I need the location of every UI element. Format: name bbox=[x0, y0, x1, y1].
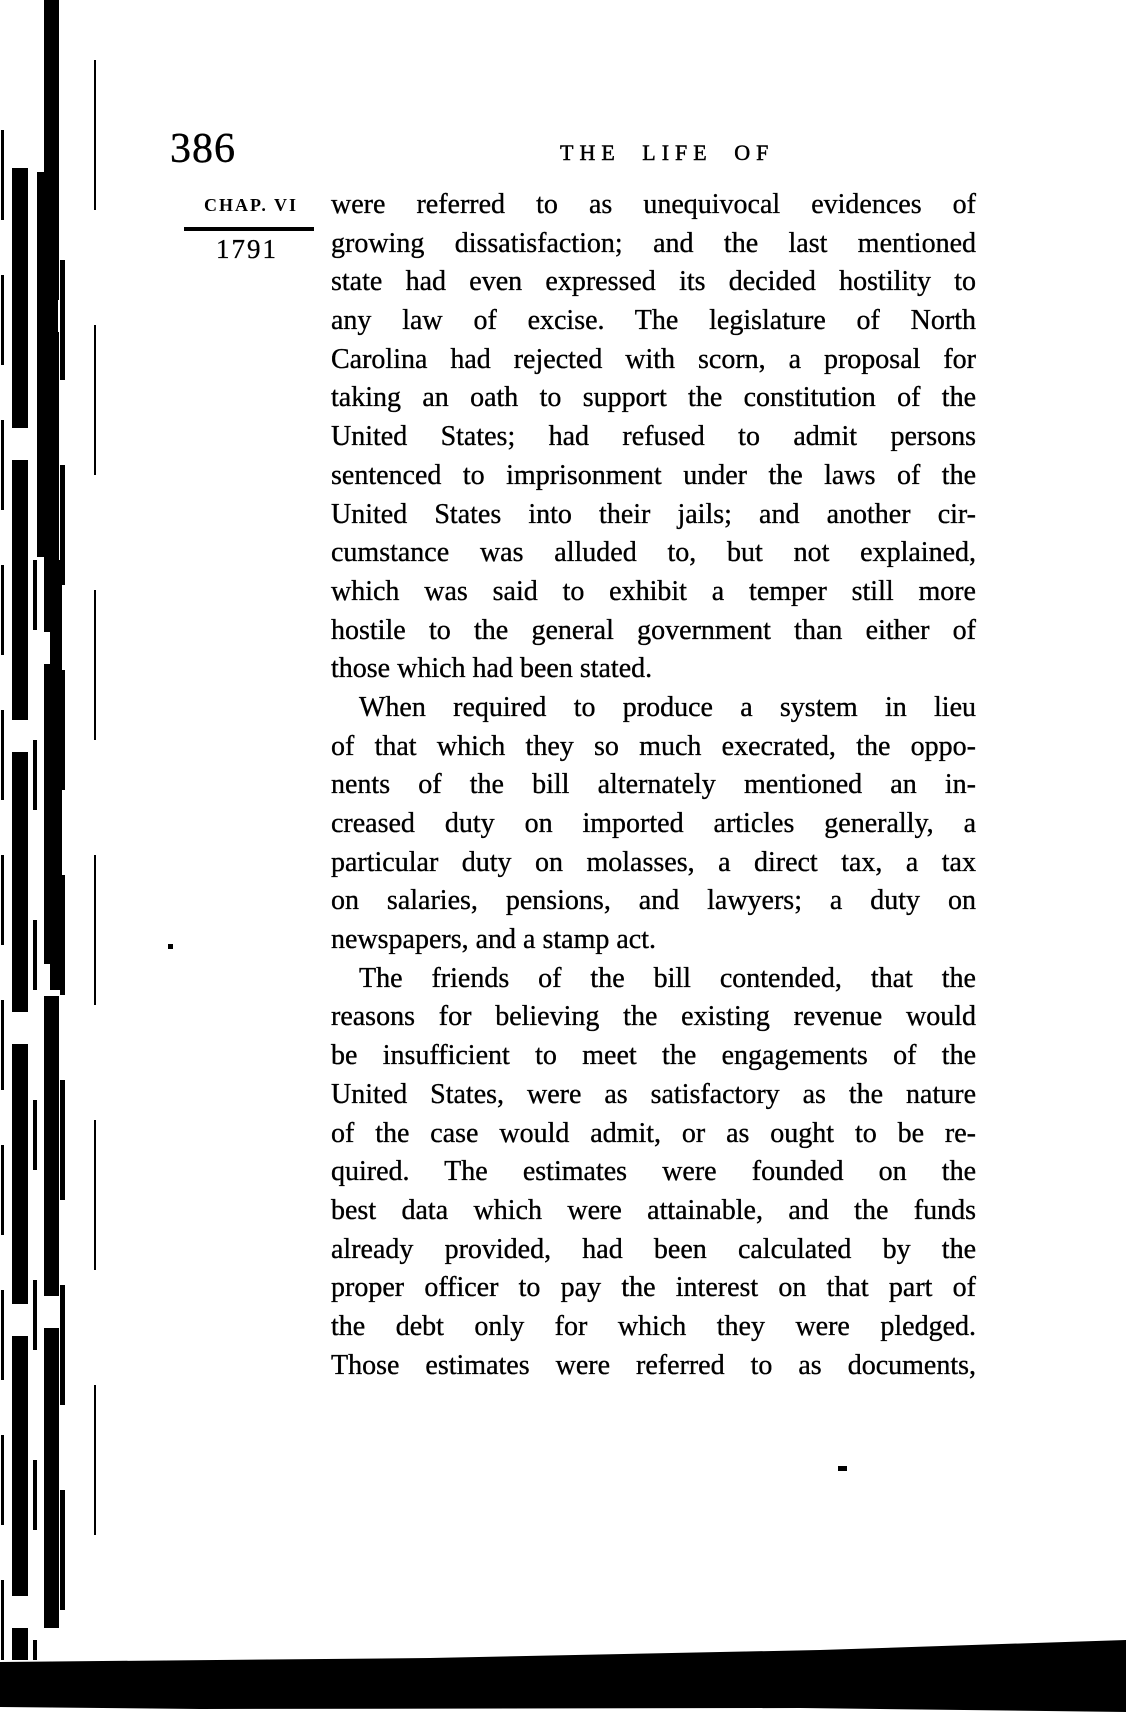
text-line: of that which they so much execrated, the oppo- bbox=[331, 730, 976, 762]
text-line: be insufficient to meet the engagements of the bbox=[331, 1040, 976, 1072]
text-line: were referred to as unequivocal evidences of bbox=[331, 189, 976, 220]
text-line: already provided, had been calculated by the bbox=[331, 1233, 976, 1265]
scan-artifact-left-streak bbox=[94, 60, 96, 1620]
text-line: creased duty on imported articles generally, a bbox=[331, 808, 976, 839]
text-line: reasons for believing the existing revenue would bbox=[331, 1001, 976, 1033]
page-number: 386 bbox=[170, 126, 236, 172]
year-margin-label: 1791 bbox=[216, 234, 278, 264]
text-line: cumstance was alluded to, but not explained, bbox=[331, 537, 976, 569]
body-text-block bbox=[331, 186, 976, 1385]
text-line: hostile to the general government than either of bbox=[331, 614, 976, 646]
text-line: best data which were attainable, and the funds bbox=[331, 1194, 976, 1226]
text-line paragraph-start: When required to produce a system in lieu bbox=[359, 691, 976, 723]
scan-artifact-left-streak bbox=[1, 130, 4, 1660]
running-header: THE LIFE OF bbox=[560, 140, 775, 165]
text-line: on salaries, pensions, and lawyers; a duty on bbox=[331, 885, 976, 917]
chapter-margin-label: CHAP. VI bbox=[204, 195, 299, 215]
scan-artifact-speck bbox=[168, 944, 173, 949]
text-line: sentenced to imprisonment under the laws of the bbox=[331, 459, 976, 491]
text-line: the debt only for which they were pledged. bbox=[331, 1310, 976, 1342]
scan-artifact-ink-blob bbox=[50, 560, 62, 990]
text-line: growing dissatisfaction; and the last mentioned bbox=[331, 227, 976, 259]
text-line: United States into their jails; and another cir- bbox=[331, 498, 976, 530]
text-line: taking an oath to support the constitution of the bbox=[331, 382, 976, 414]
text-line: United States; had refused to admit persons bbox=[331, 421, 976, 453]
scan-artifact-speck bbox=[838, 1466, 847, 1471]
text-line: nents of the bill alternately mentioned an in- bbox=[331, 769, 976, 801]
text-line: proper officer to pay the interest on that part of bbox=[331, 1272, 976, 1304]
text-line: state had even expressed its decided hostility to bbox=[331, 266, 976, 298]
text-line: Carolina had rejected with scorn, a proposal for bbox=[331, 343, 976, 375]
text-line: quired. The estimates were founded on the bbox=[331, 1156, 976, 1188]
scan-artifact-left-streak bbox=[12, 168, 28, 1660]
text-line: Those estimates were referred to as documents, bbox=[331, 1349, 976, 1381]
scan-artifact-ink-blob bbox=[37, 172, 58, 557]
text-line paragraph-start: The friends of the bill contended, that the bbox=[359, 962, 976, 994]
text-line paragraph-end: newspapers, and a stamp act. bbox=[331, 924, 656, 956]
text-line: United States, were as satisfactory as the nature bbox=[331, 1078, 976, 1110]
text-line: any law of excise. The legislature of North bbox=[331, 305, 976, 337]
scan-artifact-left-streak bbox=[33, 560, 37, 1660]
chapter-rule bbox=[184, 227, 314, 231]
text-line paragraph-end: those which had been stated. bbox=[331, 653, 653, 685]
text-line: particular duty on molasses, a direct tax, a tax bbox=[331, 846, 976, 878]
text-line: of the case would admit, or as ought to be re- bbox=[331, 1117, 976, 1149]
scan-artifact-bottom-shadow bbox=[0, 1630, 1126, 1712]
text-line: which was said to exhibit a temper still more bbox=[331, 575, 976, 607]
